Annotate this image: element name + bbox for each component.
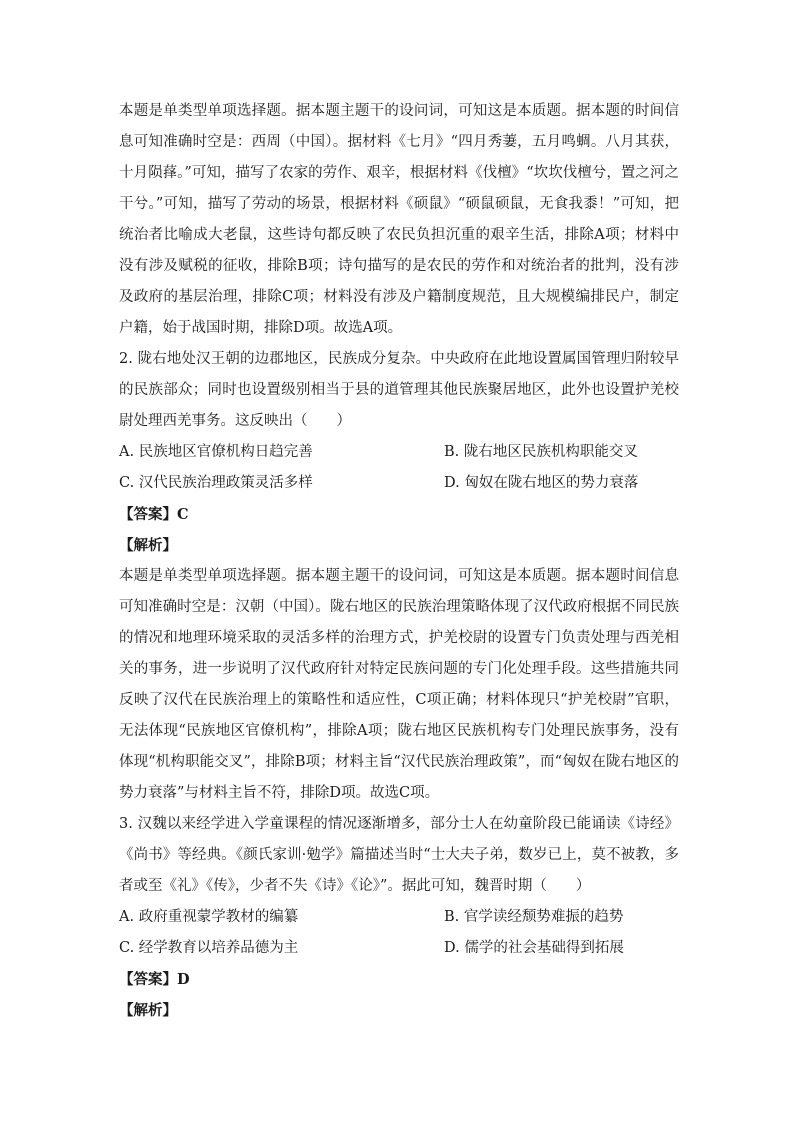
q3-analysis-label: 【解析】 xyxy=(119,1002,177,1019)
q2-option-d[interactable]: D. 匈奴在陇右地区的势力衰落 xyxy=(444,475,639,491)
q2-stem: 2. 陇右地处汉王朝的边郡地区，民族成分复杂。中央政府在此地设置属国管理归附较早的民族部众；同时也设置级别相当于县的道管理其他民族聚居地区，此外也设置护羌校尉处理西羌事务。这反映出（ ） xyxy=(119,351,679,429)
q2-analysis-text: 本题是单类型单项选择题。据本题主题干的设问词，可知这是本质题。据本题时间信息可知准确时空是：汉朝（中国）。陇右地区的民族治理策略体现了汉代政府根据不同民族的情况和地理环境采取的灵活多样的治理方式，护羌校尉的设置专门负责处理与西羌相关的事务，进一步说明了汉代政府针对特定民族问题的专门化处理手段。这些措施共同反映了汉代在民族治理上的策略性和适应性，C项正确；材料体现只“护羌校尉”官职，无法体现“民族地区官僚机构”，排除A项；陇右地区民族机构专门处理民族事务，没有体现“机构职能交叉”，排除B项；材料主旨“汉代民族治理政策”，而“匈奴在陇右地区的势力衰落”与材料主旨不符，排除D项。故选C项。 xyxy=(119,568,679,801)
q3-option-a[interactable]: A. 政府重视蒙学教材的编纂 xyxy=(119,909,299,925)
q2-answer: 【答案】C xyxy=(119,506,189,523)
q3-options-row-1 xyxy=(119,902,679,933)
q2-options-row-2 xyxy=(119,468,679,499)
q1-analysis-text: 本题是单类型单项选择题。据本题主题干的设问词，可知这是本质题。据本题的时间信息可知准确时空是：西周（中国）。据材料《七月》“四月秀萋，五月鸣蜩。八月其获，十月陨萚。”可知，描写了农家的劳作、艰辛，根据材料《伐檀》“坎坎伐檀兮，置之河之干兮。”可知，描写了劳动的场景，根据材料《硕鼠》“硕鼠硕鼠，无食我黍！”可知，把统治者比喻成大老鼠，这些诗句都反映了农民负担沉重的艰辛生活，排除A项；材料中没有涉及赋税的征收，排除B项；诗句描写的是农民的劳作和对统治者的批判，没有涉及政府的基层治理，排除C项；材料没有涉及户籍制度规范，且大规模编排民户，制定户籍，始于战国时期，排除D项。故选A项。 xyxy=(119,103,679,336)
q2-option-a[interactable]: A. 民族地区官僚机构日趋完善 xyxy=(119,444,313,460)
q2-analysis-label: 【解析】 xyxy=(119,537,177,554)
q2-options-row-1 xyxy=(119,437,679,468)
q3-option-c[interactable]: C. 经学教育以培养品德为主 xyxy=(119,940,299,956)
document-page xyxy=(119,96,679,1026)
q3-options-row-2 xyxy=(119,933,679,964)
q2-option-b[interactable]: B. 陇右地区民族机构职能交叉 xyxy=(444,444,638,460)
q3-option-d[interactable]: D. 儒学的社会基础得到拓展 xyxy=(444,940,624,956)
q2-option-c[interactable]: C. 汉代民族治理政策灵活多样 xyxy=(119,475,313,491)
q3-answer: 【答案】D xyxy=(119,971,190,988)
q3-option-b[interactable]: B. 官学读经颓势难振的趋势 xyxy=(444,909,624,925)
q3-stem: 3. 汉魏以来经学进入学童课程的情况逐渐增多，部分士人在幼童阶段已能诵读《诗经》《尚书》等经典。《颜氏家训·勉学》篇描述当时“士大夫子弟，数岁已上，莫不被教，多者或至《礼》《传》，少者不失《诗》《论》”。据此可知，魏晋时期（ ） xyxy=(119,816,679,894)
